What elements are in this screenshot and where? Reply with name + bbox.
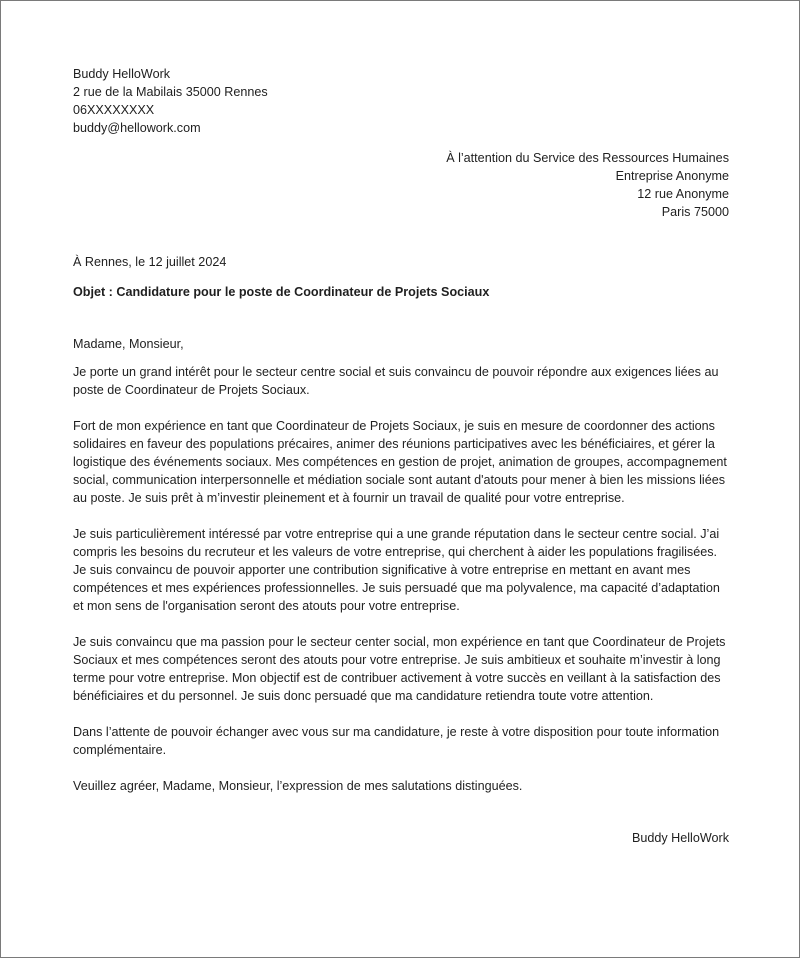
recipient-attention: À l’attention du Service des Ressources Humaines xyxy=(446,151,729,165)
greeting: Madame, Monsieur, xyxy=(73,337,184,351)
sender-phone: 06XXXXXXXX xyxy=(73,103,155,117)
recipient-street: 12 rue Anonyme xyxy=(637,187,729,201)
body-paragraph: Je suis convaincu que ma passion pour le secteur center social, mon expérience en tant que Coordinateur de Projets Sociaux et mes compétences seront des atouts pour votre entreprise. Je suis ambitieux et souhaite m’investir à long terme pour votre entreprise. Mon objectif est de contribuer activement à votre succès en veillant à la satisfaction des bénéficiaires et du personnel. Je suis donc persuadé que ma candidature retiendra toute votre attention. xyxy=(73,635,726,703)
closing-formula: Veuillez agréer, Madame, Monsieur, l’expression de mes salutations distinguées. xyxy=(73,779,523,793)
sender-address: 2 rue de la Mabilais 35000 Rennes xyxy=(73,85,268,99)
signature: Buddy HelloWork xyxy=(631,831,729,845)
body-paragraph: Fort de mon expérience en tant que Coordinateur de Projets Sociaux, je suis en mesure de coordonner des actions solidaires en faveur des populations précaires, animer des réunions participatives avec les bénéficiaires, et gérer la logistique des événements sociaux. Mes compétences en gestion de projet, animation de groupes, accompagnement social, communication interpersonnelle et médiation sociale sont autant d'atouts pour mener à bien les missions liées au poste. Je suis prêt à m’investir pleinement et à fournir un travail de qualité pour votre entreprise. xyxy=(73,419,727,505)
body-paragraph: Je porte un grand intérêt pour le secteur centre social et suis convaincu de pouvoir répondre aux exigences liées au poste de Coordinateur de Projets Sociaux. xyxy=(73,365,719,397)
sender-name: Buddy HelloWork xyxy=(73,67,171,81)
sender-email: buddy@hellowork.com xyxy=(73,121,201,135)
recipient-block xyxy=(73,149,729,221)
sender-block xyxy=(73,65,729,137)
recipient-company: Entreprise Anonyme xyxy=(615,169,729,183)
date-line: À Rennes, le 12 juillet 2024 xyxy=(73,255,227,269)
subject-line: Objet : Candidature pour le poste de Coordinateur de Projets Sociaux xyxy=(73,285,490,299)
recipient-city: Paris 75000 xyxy=(661,205,729,219)
body-paragraph: Je suis particulièrement intéressé par votre entreprise qui a une grande réputation dans le secteur centre social. J’ai compris les besoins du recruteur et les valeurs de votre entreprise, qui cherchent à aider les populations fragilisées. Je suis convaincu de pouvoir apporter une contribution significative à votre entreprise en mettant en avant mes compétences et mes expériences professionnelles. Je suis persuadé que ma polyvalence, ma capacité d’adaptation et mon sens de l'organisation seront des atouts pour votre entreprise. xyxy=(73,527,720,613)
letter-content xyxy=(73,65,729,847)
body-paragraph: Dans l’attente de pouvoir échanger avec vous sur ma candidature, je reste à votre disposition pour toute information complémentaire. xyxy=(73,725,720,757)
